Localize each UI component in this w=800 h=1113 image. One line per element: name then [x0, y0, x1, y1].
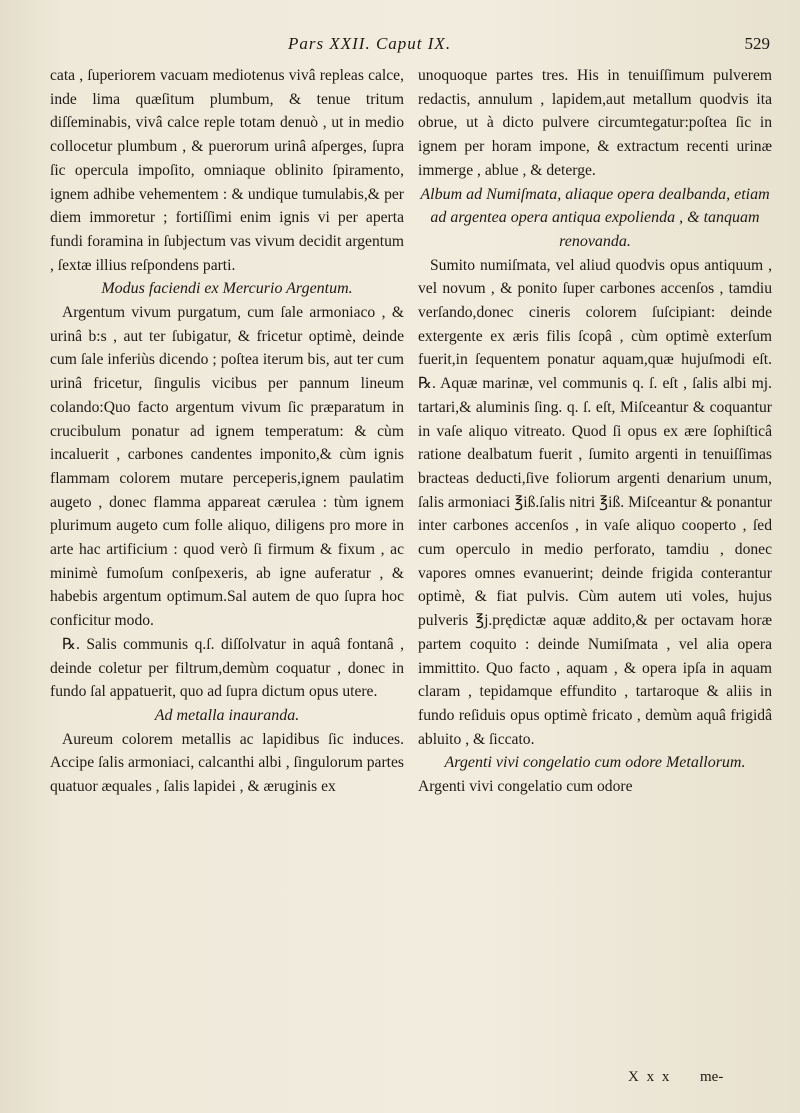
- paragraph: Argenti vivi congelatio cum odore: [418, 778, 633, 796]
- left-column: [50, 64, 404, 799]
- section-heading: Album ad Numiſmata, aliaque opera dealbanda, etiam ad argentea opera antiqua expolienda , & tanquam renovanda.: [420, 185, 770, 250]
- running-header: [50, 34, 774, 64]
- paragraph: ℞. Salis communis q.ſ. diſſolvatur in aquâ fontanâ , deinde coletur per filtrum,demùm coquatur , donec in fundo ſal appatuerit, quo ad ſupra dictum opus utere.: [50, 635, 404, 701]
- section-heading: Ad metalla inauranda.: [154, 706, 300, 724]
- paragraph: Aureum colorem metallis ac lapidibus ſic induces. Accipe ſalis armoniaci, calcanthi albi , ſingulorum partes quatuor æquales , ſalis lapidei , & æruginis ex: [50, 730, 404, 796]
- running-title: Pars XXII. Caput IX.: [288, 34, 452, 53]
- paragraph: Argentum vivum purgatum, cum ſale armoniaco , & urinâ b:s , aut ter ſubigatur, & fricetur optimè, deinde cum ſale inferiùs dicendo ; poſtea iterum bis, aut ter cum urinâ fricetur, ſingulis vicibus per pannum lineum colando:Quo facto argentum vivum ſic præparatum in crucibulum ponatur ad ignem temperatum: & cùm incaluerit , carbones candentes imponito,& cùm ignis flammam colorem mutare perceperis,ignem paulatim augeto , donec flamma appareat cærulea : tùm ignem plurimum augeto cum folle aliquo, diligens pro more in arte hac artificium : quod verò ſi firmum & fixum , ac minimè fumoſum conſpexeris, ab igne auferatur , & habebis argentum optimum.Sal autem de quo ſupra hoc conficitur modo.: [50, 304, 404, 630]
- paragraph: cata , ſuperiorem vacuam mediotenus vivâ repleas calce, inde lima quæſitum plumbum, & tenue tritum diſſeminabis, vivâ calce reple totam denuò , ut in medio collocetur plumbum , & puerorum urinâ aſperges, ſupra ſic opercula impoſito, omniaque oblinito ſpiramento, ignem adhibe vehementem : & undique tumulabis,& per diem immoretur ; fortiſſimi enim ignis vi per aperta fundi foramina in ſubjectum vas vivum decidit argentum , ſextæ illius reſpondens parti.: [50, 67, 404, 274]
- signature-mark: X x x: [628, 1069, 672, 1085]
- paragraph: Sumito numiſmata, vel aliud quodvis opus antiquum , vel novum , & ponito ſuper carbones accenſos , tamdiu verſando,donec cineris colorem ſuſcipiant: deinde extergente ex æris filis ſcopâ , cùm optimè exterſum fuerit,in ſequentem ponatur aquam,quæ hujuſmodi eſt. ℞. Aquæ marinæ, vel communis q. ſ. eſt , ſalis albi mj. tartari,& aluminis ſing. q. ſ. eſt, Miſceantur & coquantur in vaſe aliquo vitreato. Quod ſi opus ex ære ſophiſticâ ratione dealbatum fuerit , ſumito argenti in tenuiſſimas bracteas deducti,ſive foliorum argenti denarium unum, ſalis armoniaci ℥iß.ſalis nitri ℥iß. Miſceantur & ponantur inter carbones accenſos , in vaſe aliquo cooperto , ſed cum operculo in medio perforato, tamdiu , donec vapores omnes evanuerint; deinde frigida conterantur optimè, & fiat pulvis. Cùm autem uti voles, hujus pulveris ℥j.prędictæ aquæ addito,& per octavam horæ partem coquito : deinde Numiſmata , vel alia opera immittito. Quo facto , aquam , & opera ipſa in aquam claram , tepidamque effundito , tartaroque & aliis in fundo reſiduis opus optimè fricato , demùm aquâ frigidâ abluito , & ſiccato.: [418, 256, 772, 748]
- paragraph: unoquoque partes tres. His in tenuiſſimum pulverem redactis, annulum , lapidem,aut metallum quodvis ita obrue, ut à dicto pulvere circumtegatur:poſtea ſic in ignem per horam impone, & extractum recenti urinæ immerge , ablue , & deterge.: [418, 67, 772, 179]
- two-column-body: [50, 64, 774, 799]
- right-column: [418, 64, 772, 799]
- section-heading: Modus faciendi ex Mercurio Argentum.: [101, 280, 353, 298]
- section-heading: Argenti vivi congelatio cum odore Metallorum.: [444, 754, 746, 772]
- page-number: 529: [744, 34, 770, 53]
- catchword: me-: [700, 1069, 724, 1085]
- page-footer: [0, 1069, 800, 1095]
